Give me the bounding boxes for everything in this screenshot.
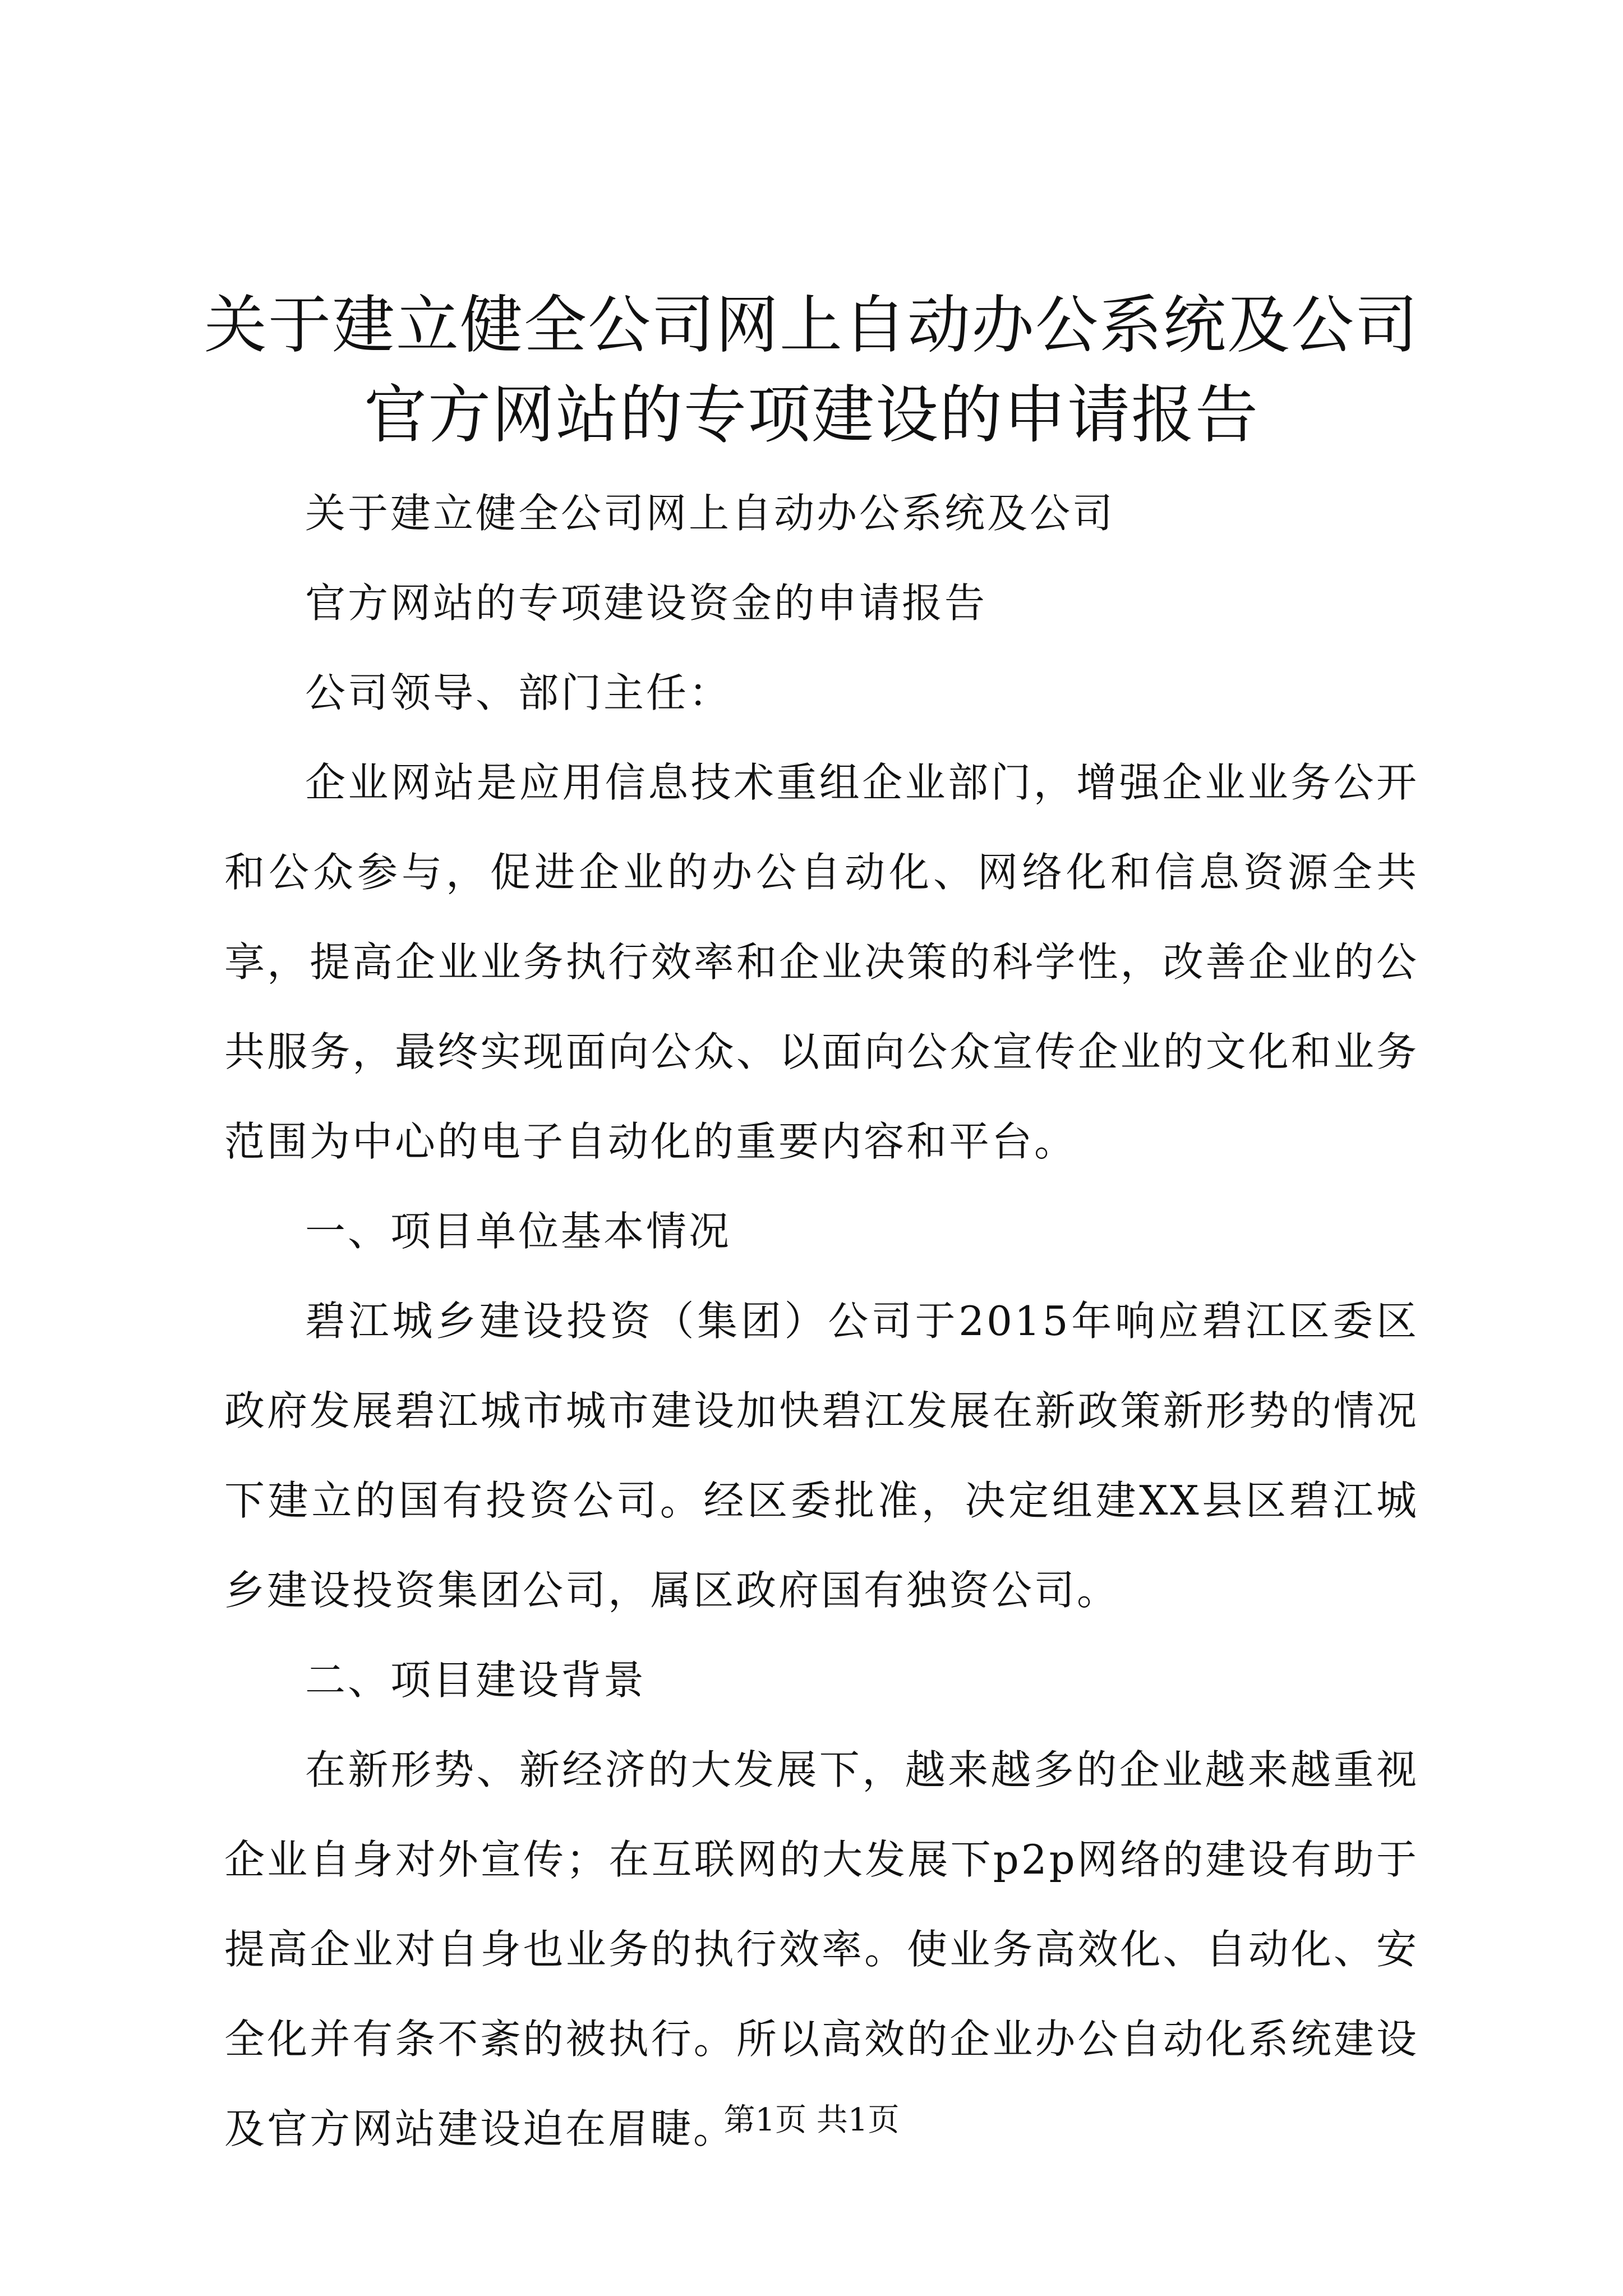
subject-line-1: 关于建立健全公司网上自动办公系统及公司 [305,490,1115,537]
section-2-paragraph: 在新形势、新经济的大发展下，越来越多的企业越来越重视企业自身对外宣传；在互联网的大发展下p2p网络的建设有助于提高企业对自身也业务的执行效率。使业务高效化、自动化、安全化并有条不紊的被执行。所以高效的企业办公自动化系统建设及官方网站建设迫在眉睫。 [224,1746,1419,2152]
section-heading-2: 二、项目建设背景 [305,1657,647,1704]
document-body [224,468,1419,2174]
salutation: 公司领导、部门主任： [305,669,732,716]
subject-line-2: 官方网站的专项建设资金的申请报告 [305,579,988,627]
section-1-paragraph: 碧江城乡建设投资（集团）公司于2015年响应碧江区委区政府发展碧江城市城市建设加快碧江发展在新政策新形势的情况下建立的国有投资公司。经区委批准，决定组建XX县区碧江城乡建设投资集团公司，属区政府国有独资公司。 [224,1297,1419,1614]
section-heading-1: 一、项目单位基本情况 [305,1208,732,1255]
document-title: 关于建立健全公司网上自动办公系统及公司官方网站的专项建设的申请报告 [204,289,1419,452]
intro-paragraph: 企业网站是应用信息技术重组企业部门，增强企业业务公开和公众参与，促进企业的办公自动化、网络化和信息资源全共享，提高企业业务执行效率和企业决策的科学性，改善企业的公共服务，最终实现面向公众、以面向公众宣传企业的文化和业务范围为中心的电子自动化的重要内容和平台。 [224,759,1419,1165]
page-number-footer: 第1页 共1页 [723,2102,900,2138]
